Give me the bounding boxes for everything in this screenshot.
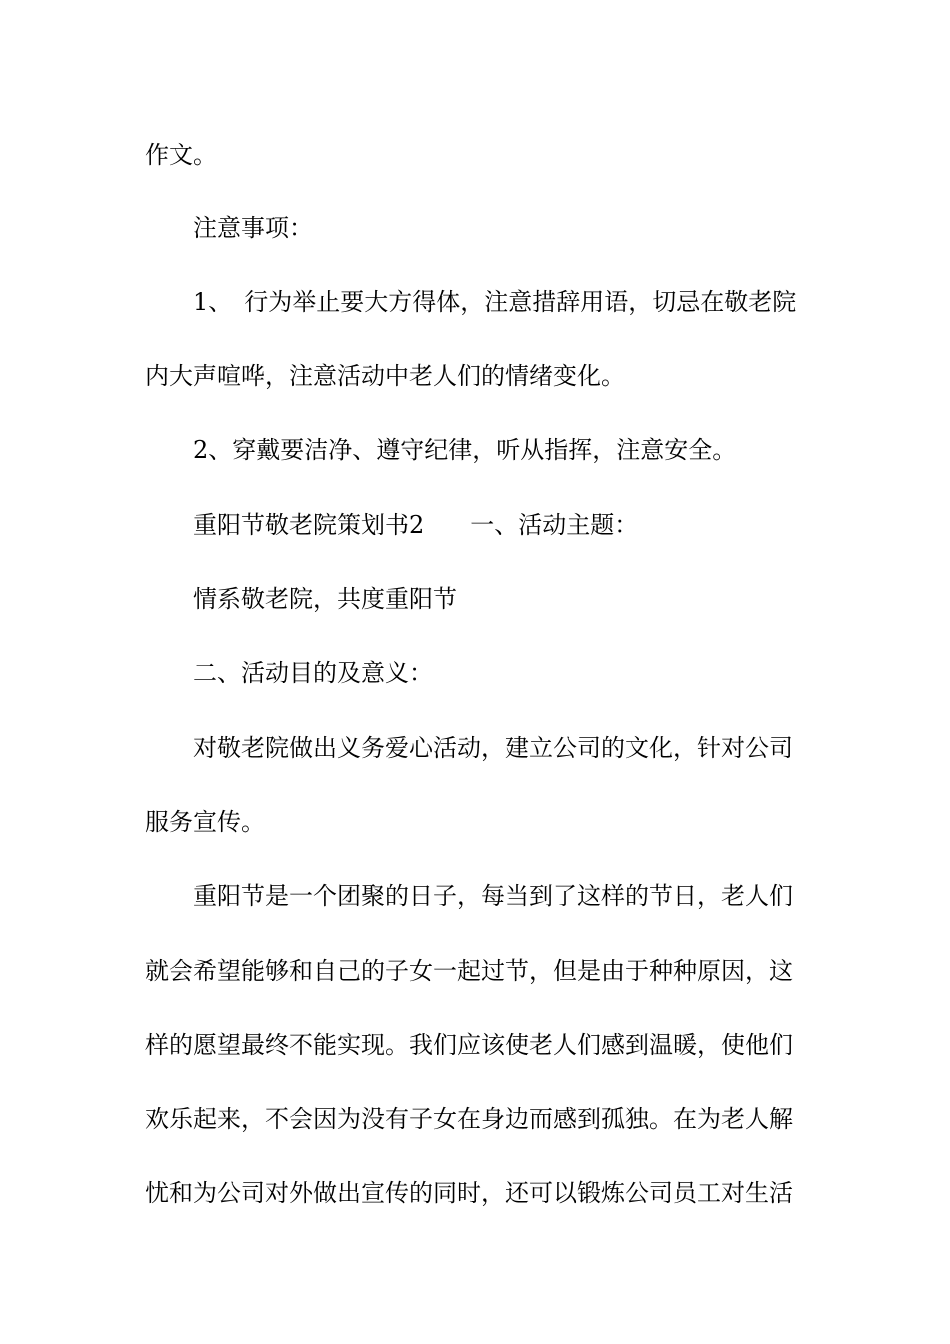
paragraph-line: 欢乐起来，不会因为没有子女在身边而感到孤独。在为老人解 (145, 1105, 793, 1133)
paragraph-line: 对敬老院做出义务爱心活动，建立公司的文化，针对公司 (193, 734, 793, 762)
paragraph-line: 就会希望能够和自己的子女一起过节，但是由于种种原因，这 (145, 957, 793, 985)
theme-text: 情系敬老院，共度重阳节 (193, 585, 457, 613)
document-title: 重阳节敬老院策划书2 (193, 511, 425, 539)
list-marker: 1、 (193, 288, 233, 316)
section-title-line (193, 510, 638, 540)
paragraph-line: 样的愿望最终不能实现。我们应该使老人们感到温暖，使他们 (145, 1031, 793, 1059)
paragraph-line: 服务宣传。 (145, 808, 265, 836)
list-item-text: 行为举止要大方得体，注意措辞用语，切忌在敬老院 (244, 288, 797, 316)
heading-notes: 注意事项： (193, 214, 313, 242)
text-line: 内大声喧哗，注意活动中老人们的情绪变化。 (145, 362, 625, 390)
list-item-1 (193, 287, 796, 317)
paragraph-line: 忧和为公司对外做出宣传的同时，还可以锻炼公司员工对生活 (145, 1179, 793, 1207)
list-item-2: 2、穿戴要洁净、遵守纪律，听从指挥，注意安全。 (193, 436, 737, 464)
heading-theme: 一、活动主题： (470, 511, 639, 539)
text-line: 作文。 (145, 141, 217, 169)
paragraph-line: 重阳节是一个团聚的日子，每当到了这样的节日，老人们 (193, 882, 793, 910)
heading-purpose: 二、活动目的及意义： (193, 659, 433, 687)
